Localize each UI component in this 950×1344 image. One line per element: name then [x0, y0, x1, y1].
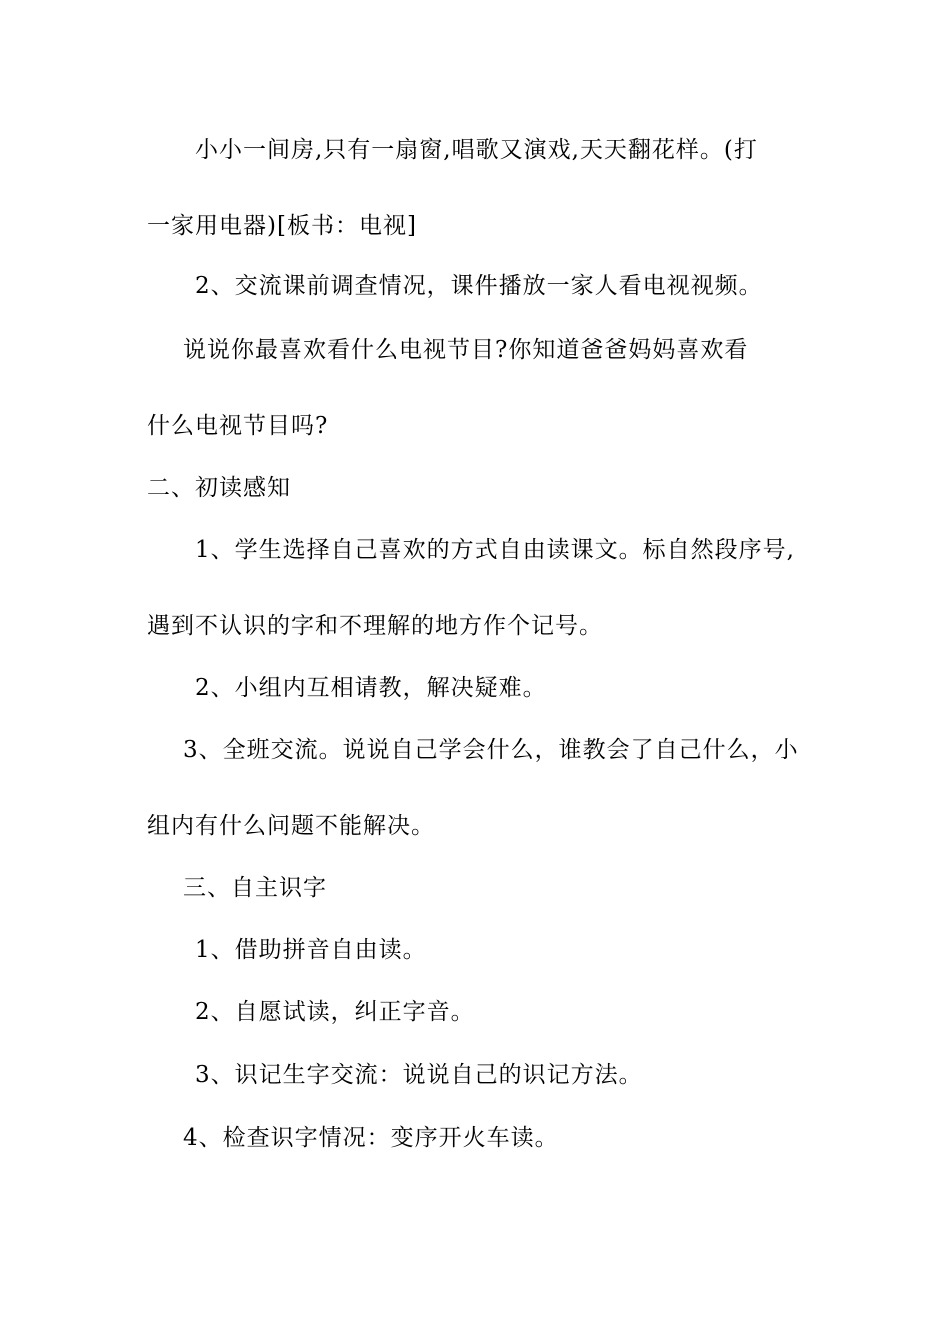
paragraph-riddle-line-1: 小小一间房,只有一扇窗,唱歌又演戏,天天翻花样。(打: [195, 137, 758, 163]
paragraph-class-share-line-1: 3、全班交流。说说自己学会什么，谁教会了自己什么，小: [183, 737, 799, 763]
paragraph-class-share-line-2: 组内有什么问题不能解决。: [147, 813, 435, 839]
paragraph-self-read-line-2: 遇到不认识的字和不理解的地方作个记号。: [147, 613, 603, 639]
paragraph-question-line-2: 什么电视节目吗?: [147, 413, 329, 439]
paragraph-pinyin-read: 1、借助拼音自由读。: [195, 937, 427, 963]
section-heading-3: 三、自主识字: [183, 875, 327, 901]
paragraph-memorize-share: 3、识记生字交流：说说自己的识记方法。: [195, 1062, 643, 1088]
paragraph-riddle-line-2: 一家用电器)[板书：电视]: [147, 213, 417, 239]
section-heading-2: 二、初读感知: [147, 475, 291, 501]
paragraph-question-line-1: 说说你最喜欢看什么电视节目?你知道爸爸妈妈喜欢看: [183, 337, 749, 363]
paragraph-check-reading: 4、检查识字情况：变序开火车读。: [183, 1125, 559, 1151]
paragraph-survey: 2、交流课前调查情况，课件播放一家人看电视视频。: [195, 273, 763, 299]
paragraph-self-read-line-1: 1、学生选择自己喜欢的方式自由读课文。标自然段序号,: [195, 537, 795, 563]
paragraph-trial-read: 2、自愿试读，纠正字音。: [195, 999, 475, 1025]
paragraph-group-help: 2、小组内互相请教，解决疑难。: [195, 675, 547, 701]
